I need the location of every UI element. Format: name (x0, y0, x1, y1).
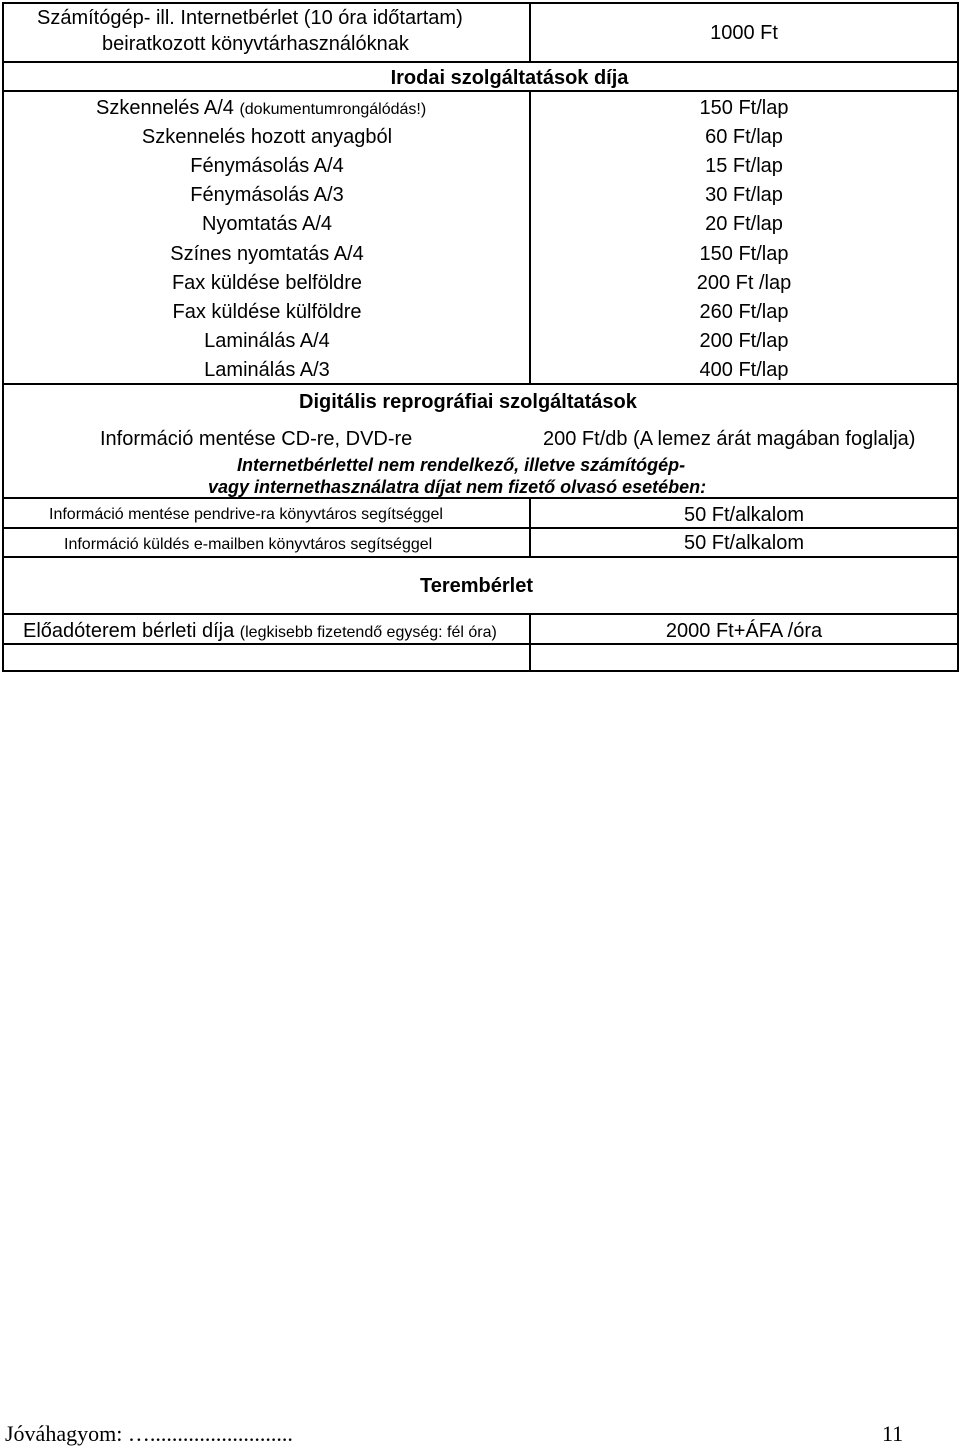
office-row-price: 260 Ft/lap (699, 301, 789, 323)
office-services-heading: Irodai szolgáltatások díja (390, 67, 629, 89)
cd-price: 200 Ft/db (A lemez árát magában foglalja) (543, 428, 916, 450)
digital-services-heading: Digitális reprográfiai szolgáltatások (299, 391, 637, 413)
digital-note-line1: Internetbérlettel nem rendelkező, illetve számítógép- (237, 455, 686, 475)
office-row-price: 20 Ft/lap (705, 213, 783, 235)
office-row-label: Fax küldése külföldre (172, 301, 362, 323)
office-row-price: 200 Ft /lap (696, 272, 792, 294)
office-row-label: Nyomtatás A/4 (201, 213, 333, 235)
office-row-price: 60 Ft/lap (705, 126, 783, 148)
office-row-price: 200 Ft/lap (699, 330, 789, 352)
cd-label: Információ mentése CD-re, DVD-re (100, 428, 413, 450)
office-row-label: Laminálás A/3 (204, 359, 330, 381)
page-number: 11 (882, 1421, 904, 1446)
office-row-label: Szkennelés A/4 (dokumentumrongálódás!) (96, 97, 427, 119)
digital-row-price: 50 Ft/alkalom (683, 504, 805, 526)
digital-note-line2: vagy internethasználatra díjat nem fizető olvasó esetében: (208, 477, 707, 497)
approval-line: Jóváhagyom: ….......................... (5, 1421, 293, 1446)
internet-rental-label-1: Számítógép- ill. Internetbérlet (10 óra időtartam) (37, 7, 463, 29)
office-row-price: 150 Ft/lap (699, 97, 789, 119)
digital-row-label: Információ mentése pendrive-ra könyvtáros segítséggel (49, 506, 443, 523)
room-rental-price: 2000 Ft+ÁFA /óra (665, 620, 823, 642)
office-row-label: Színes nyomtatás A/4 (170, 243, 364, 265)
office-row-price: 400 Ft/lap (699, 359, 789, 381)
office-row-label: Fax küldése belföldre (171, 272, 363, 294)
office-row-label: Fénymásolás A/3 (190, 184, 344, 206)
room-rental-label: Előadóterem bérleti díja (legkisebb fizetendő egység: fél óra) (23, 620, 497, 642)
office-row-price: 150 Ft/lap (699, 243, 789, 265)
office-row-price: 30 Ft/lap (705, 184, 783, 206)
office-row-label: Fénymásolás A/4 (190, 155, 344, 177)
digital-row-label: Információ küldés e-mailben könyvtáros segítséggel (64, 536, 433, 553)
office-row-label: Szkennelés hozott anyagból (141, 126, 393, 148)
digital-row-price: 50 Ft/alkalom (683, 532, 805, 554)
office-row-label: Laminálás A/4 (204, 330, 330, 352)
room-rental-heading: Terembérlet (420, 575, 534, 597)
internet-rental-label-2: beiratkozott könyvtárhasználóknak (102, 33, 409, 55)
office-row-price: 15 Ft/lap (705, 155, 783, 177)
internet-rental-price: 1000 Ft (710, 22, 778, 44)
